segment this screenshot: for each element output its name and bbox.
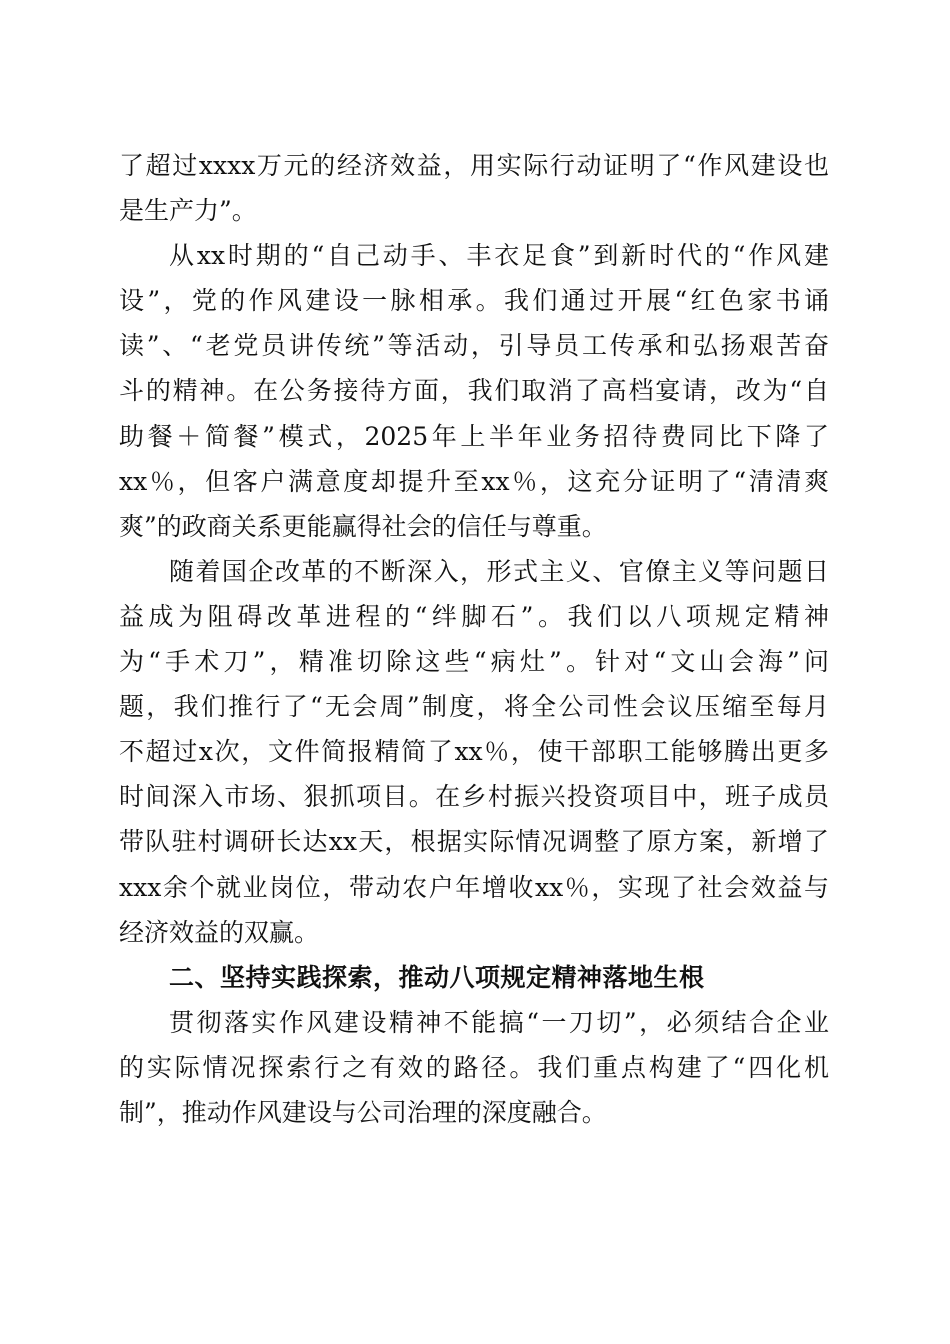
- paragraph-line: xxx余个就业岗位，带动农户年增收xx％，实现了社会效益与: [119, 872, 829, 902]
- paragraph-line: 设”，党的作风建设一脉相承。我们通过开展“红色家书诵: [119, 286, 829, 316]
- paragraph-line: 时间深入市场、狠抓项目。在乡村振兴投资项目中，班子成员: [119, 782, 829, 812]
- paragraph-line: 益成为阻碍改革进程的“绊脚石”。我们以八项规定精神: [119, 601, 829, 631]
- paragraph-line: 制”，推动作风建设与公司治理的深度融合。: [119, 1097, 607, 1127]
- paragraph-line: 的实际情况探索行之有效的路径。我们重点构建了“四化机: [119, 1052, 829, 1082]
- paragraph-line: 是生产力”。: [119, 196, 257, 226]
- paragraph-line: 经济效益的双赢。: [119, 917, 320, 947]
- paragraph-line: xx％，但客户满意度却提升至xx％，这充分证明了“清清爽: [119, 466, 829, 496]
- paragraph-line: 从xx时期的“自己动手、丰衣足食”到新时代的“作风建: [169, 241, 829, 271]
- paragraph-line: 为“手术刀”，精准切除这些“病灶”。针对“文山会海”问: [119, 647, 829, 677]
- paragraph-line: 贯彻落实作风建设精神不能搞“一刀切”，必须结合企业: [169, 1007, 829, 1037]
- paragraph-line: 爽”的政商关系更能赢得社会的信任与尊重。: [119, 511, 607, 541]
- document-body: [119, 143, 829, 1135]
- section-heading: 二、坚持实践探索，推动八项规定精神落地生根: [169, 962, 705, 992]
- paragraph-line: 斗的精神。在公务接待方面，我们取消了高档宴请，改为“自: [119, 376, 829, 406]
- paragraph-line: 带队驻村调研长达xx天，根据实际情况调整了原方案，新增了: [119, 827, 829, 857]
- paragraph-line: 不超过x次，文件简报精简了xx％，使干部职工能够腾出更多: [119, 737, 829, 767]
- paragraph-line: 了超过xxxx万元的经济效益，用实际行动证明了“作风建设也: [119, 151, 829, 180]
- paragraph-line: 助餐＋简餐”模式，2025年上半年业务招待费同比下降了: [119, 421, 829, 451]
- paragraph-line: 读”、“老党员讲传统”等活动，引导员工传承和弘扬艰苦奋: [119, 331, 829, 361]
- paragraph-line: 随着国企改革的不断深入，形式主义、官僚主义等问题日: [169, 556, 829, 586]
- paragraph-line: 题，我们推行了“无会周”制度，将全公司性会议压缩至每月: [119, 692, 829, 722]
